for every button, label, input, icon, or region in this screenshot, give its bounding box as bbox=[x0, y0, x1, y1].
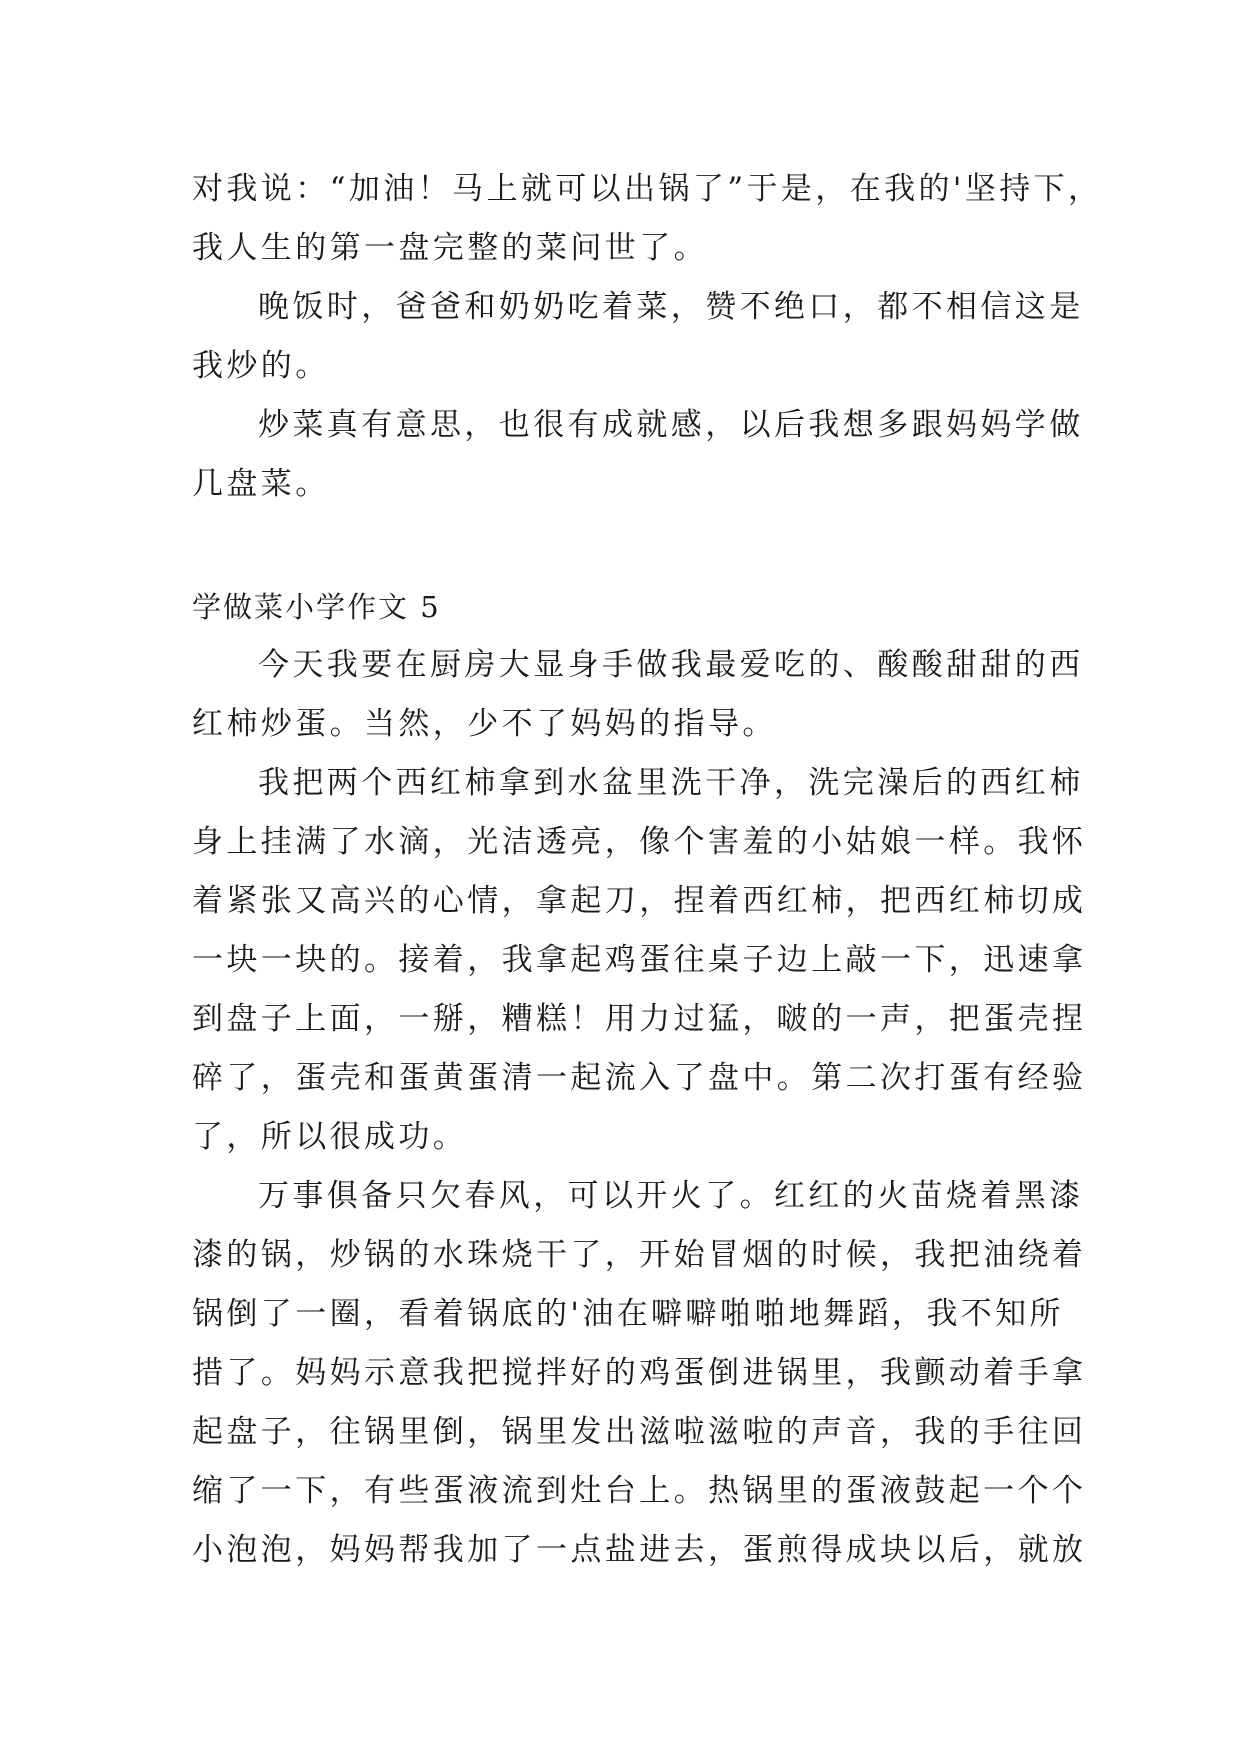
text-line: 了，所以很成功。 bbox=[192, 1119, 468, 1155]
text-line: 一块一块的。接着，我拿起鸡蛋往桌子边上敲一下，迅速拿 bbox=[192, 942, 1087, 978]
text-line: 万事俱备只欠春风，可以开火了。红红的火苗烧着黑漆 bbox=[258, 1178, 1084, 1214]
text-line: 今天我要在厨房大显身手做我最爱吃的、酸酸甜甜的西 bbox=[258, 647, 1084, 683]
text-line: 我人生的第一盘完整的菜问世了。 bbox=[192, 230, 708, 266]
text-line: 我把两个西红柿拿到水盆里洗干净，洗完澡后的西红柿 bbox=[258, 765, 1084, 801]
paragraph-continued bbox=[192, 160, 1103, 278]
text-line: 炒菜真有意思，也很有成就感，以后我想多跟妈妈学做 bbox=[258, 407, 1084, 443]
text-line: 对我说：“加油！马上就可以出锅了”于是，在我的'坚持下， bbox=[192, 171, 1103, 207]
paragraph-prep bbox=[192, 754, 1087, 1167]
text-line: 几盘菜。 bbox=[192, 466, 330, 502]
text-line: 缩了一下，有些蛋液流到灶台上。热锅里的蛋液鼓起一个个 bbox=[192, 1473, 1087, 1509]
text-line: 我炒的。 bbox=[192, 348, 330, 384]
document-page bbox=[192, 160, 1103, 1580]
text-line: 身上挂满了水滴，光洁透亮，像个害羞的小姑娘一样。我怀 bbox=[192, 824, 1087, 860]
section-gap bbox=[192, 514, 1052, 578]
text-line: 小泡泡，妈妈帮我加了一点盐进去，蛋煎得成块以后，就放 bbox=[192, 1532, 1087, 1568]
paragraph-conclusion bbox=[192, 396, 1084, 514]
text-line: 起盘子，往锅里倒，锅里发出滋啦滋啦的声音，我的手往回 bbox=[192, 1414, 1087, 1450]
text-line: 碎了，蛋壳和蛋黄蛋清一起流入了盘中。第二次打蛋有经验 bbox=[192, 1060, 1087, 1096]
paragraph-intro bbox=[192, 636, 1084, 754]
text-line: 漆的锅，炒锅的水珠烧干了，开始冒烟的时候，我把油绕着 bbox=[192, 1237, 1087, 1273]
section-title: 学做菜小学作文 5 bbox=[192, 590, 441, 624]
text-line: 晚饭时，爸爸和奶奶吃着菜，赞不绝口，都不相信这是 bbox=[258, 289, 1084, 325]
text-line: 到盘子上面，一掰，糟糕！用力过猛，啵的一声，把蛋壳捏 bbox=[192, 1001, 1087, 1037]
text-line: 红柿炒蛋。当然，少不了妈妈的指导。 bbox=[192, 706, 777, 742]
text-line: 措了。妈妈示意我把搅拌好的鸡蛋倒进锅里，我颤动着手拿 bbox=[192, 1355, 1087, 1391]
text-line: 锅倒了一圈，看着锅底的'油在噼噼啪啪地舞蹈，我不知所 bbox=[192, 1296, 1064, 1332]
paragraph-dinner bbox=[192, 278, 1084, 396]
text-line: 着紧张又高兴的心情，拿起刀，捏着西红柿，把西红柿切成 bbox=[192, 883, 1087, 919]
paragraph-cooking bbox=[192, 1167, 1087, 1580]
